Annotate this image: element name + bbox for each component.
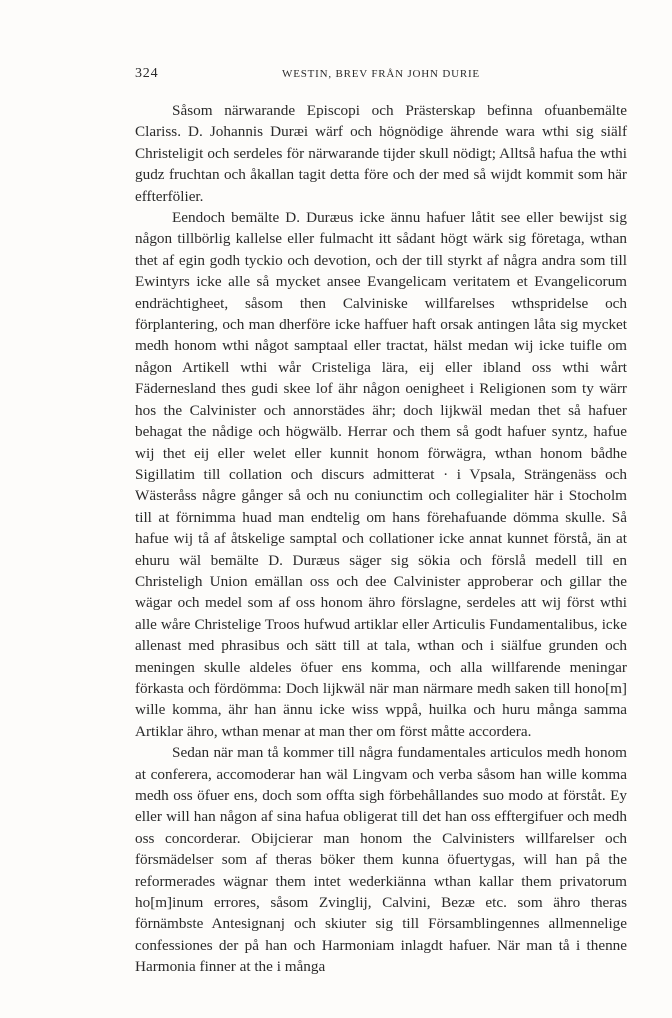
paragraph: Sedan när man tå kommer till några fundamentales articulos medh honom at conferera, accomoderar han wäl Lingvam och verba såsom han wille komma medh oss öfuer ens, doch som offta sigh förbehållandes suo modo at förståt. Ey eller will han någon af sina hafua obligerat till det han oss efftergifuer och medh oss concorderar. Obijcierar man honom the Calvinisters willfarelser och försmädelser som af theras böker them kunna öfuertygas, will han på the reformerades wägnar them intet wederkiänna wthan kallar them privatorum ho[m]inum errores, såsom Zvinglij, Calvini, Bezæ etc. som ähro theras förnämbste Antesignanj och skiuter sig till Församblingennes allmennelige confessiones der på han och Harmoniam inlagdt hafuer. När man tå i thenne Harmonia finner at the i många [135,744,627,976]
running-head: WESTIN, BREV FRÅN JOHN DURIE [282,68,480,80]
page-number: 324 [135,66,159,81]
paragraph: Såsom närwarande Episcopi och Prästerskap befinna ofuanbemälte Clariss. D. Johannis Duræi wärf och högnödige ährende wara wthi sig siälf Christeligit och serdeles för närwarande tijder skull nödigt; Alltså hafua the wthi gudz fruchtan och åkallan tagit detta före och der med så wijdt kommit som här effterfölier. [135,102,627,205]
paragraph: Eendoch bemälte D. Duræus icke ännu hafuer låtit see eller bewijst sig någon tillbörlig kallelse eller fulmacht itt sådant högt wärk sig företaga, wthan thet af egin godh tyckio och devotion, och der till styrkt af några andra som till Ewintyrs icke alle så mycket ansee Evangelicam veritatem et Evangelicorum endrächtigheet, såsom then Calviniske willfarelses wthspridelse och förplantering, och man dherföre icke haffuer haft orsak antingen låta sig mycket medh honom wthi något samptaal eller tractat, hälst medan wij icke tuifle om någon Artikell wthi wår Cristeliga lära, eij eller ibland oss wthi wårt Fädernesland thes gudi skee lof ähr någon oenigheet i Religionen som ty wärr hos the Calvinister och annorstädes ähr; doch lijkwäl medan thet så hafuer behagat the nådige och högwälb. Herrar och them så godt hafuer syntz, hafue wij thet eij eller welet eller kunnit honom förwägra, wthan honom bådhe Sigillatim till collation och discurs admitterat · i Vpsala, Strängenäss och Wästeråss någre gånger så och nu coniunctim och collegialiter här i Stocholm till at förnimma huad man endtelig om hans förehafuande dömma skulle. Så hafue wij tå af åtskelige samptal och collationer icke annat kunnet förstå, än at ehuru wäl bemälte D. Duræus säger sig sökia och förslå medell till en Christeligh Union emällan oss och dee Calvinister approberar och gillar the wägar och medel som af oss honom ähro förslagne, serdeles att wij först wthi alle wåre Christelige Troos hufwud artiklar eller Articulis Fundamentalibus, icke allenast med phrasibus och sätt till at tala, wthan och i siälfue grunden och meningen skulle aldeles öfuer ens komma, och alla willfarende meningar förkasta och fördömma: Doch lijkwäl när man närmare medh saken till hono[m] wille komma, ähr han ännu icke wiss wppå, huilka och huru många samma Artiklar ähro, wthan menar at man ther om först måtte accordera. [135,209,627,740]
page-header [135,66,627,86]
body-text [135,100,627,978]
